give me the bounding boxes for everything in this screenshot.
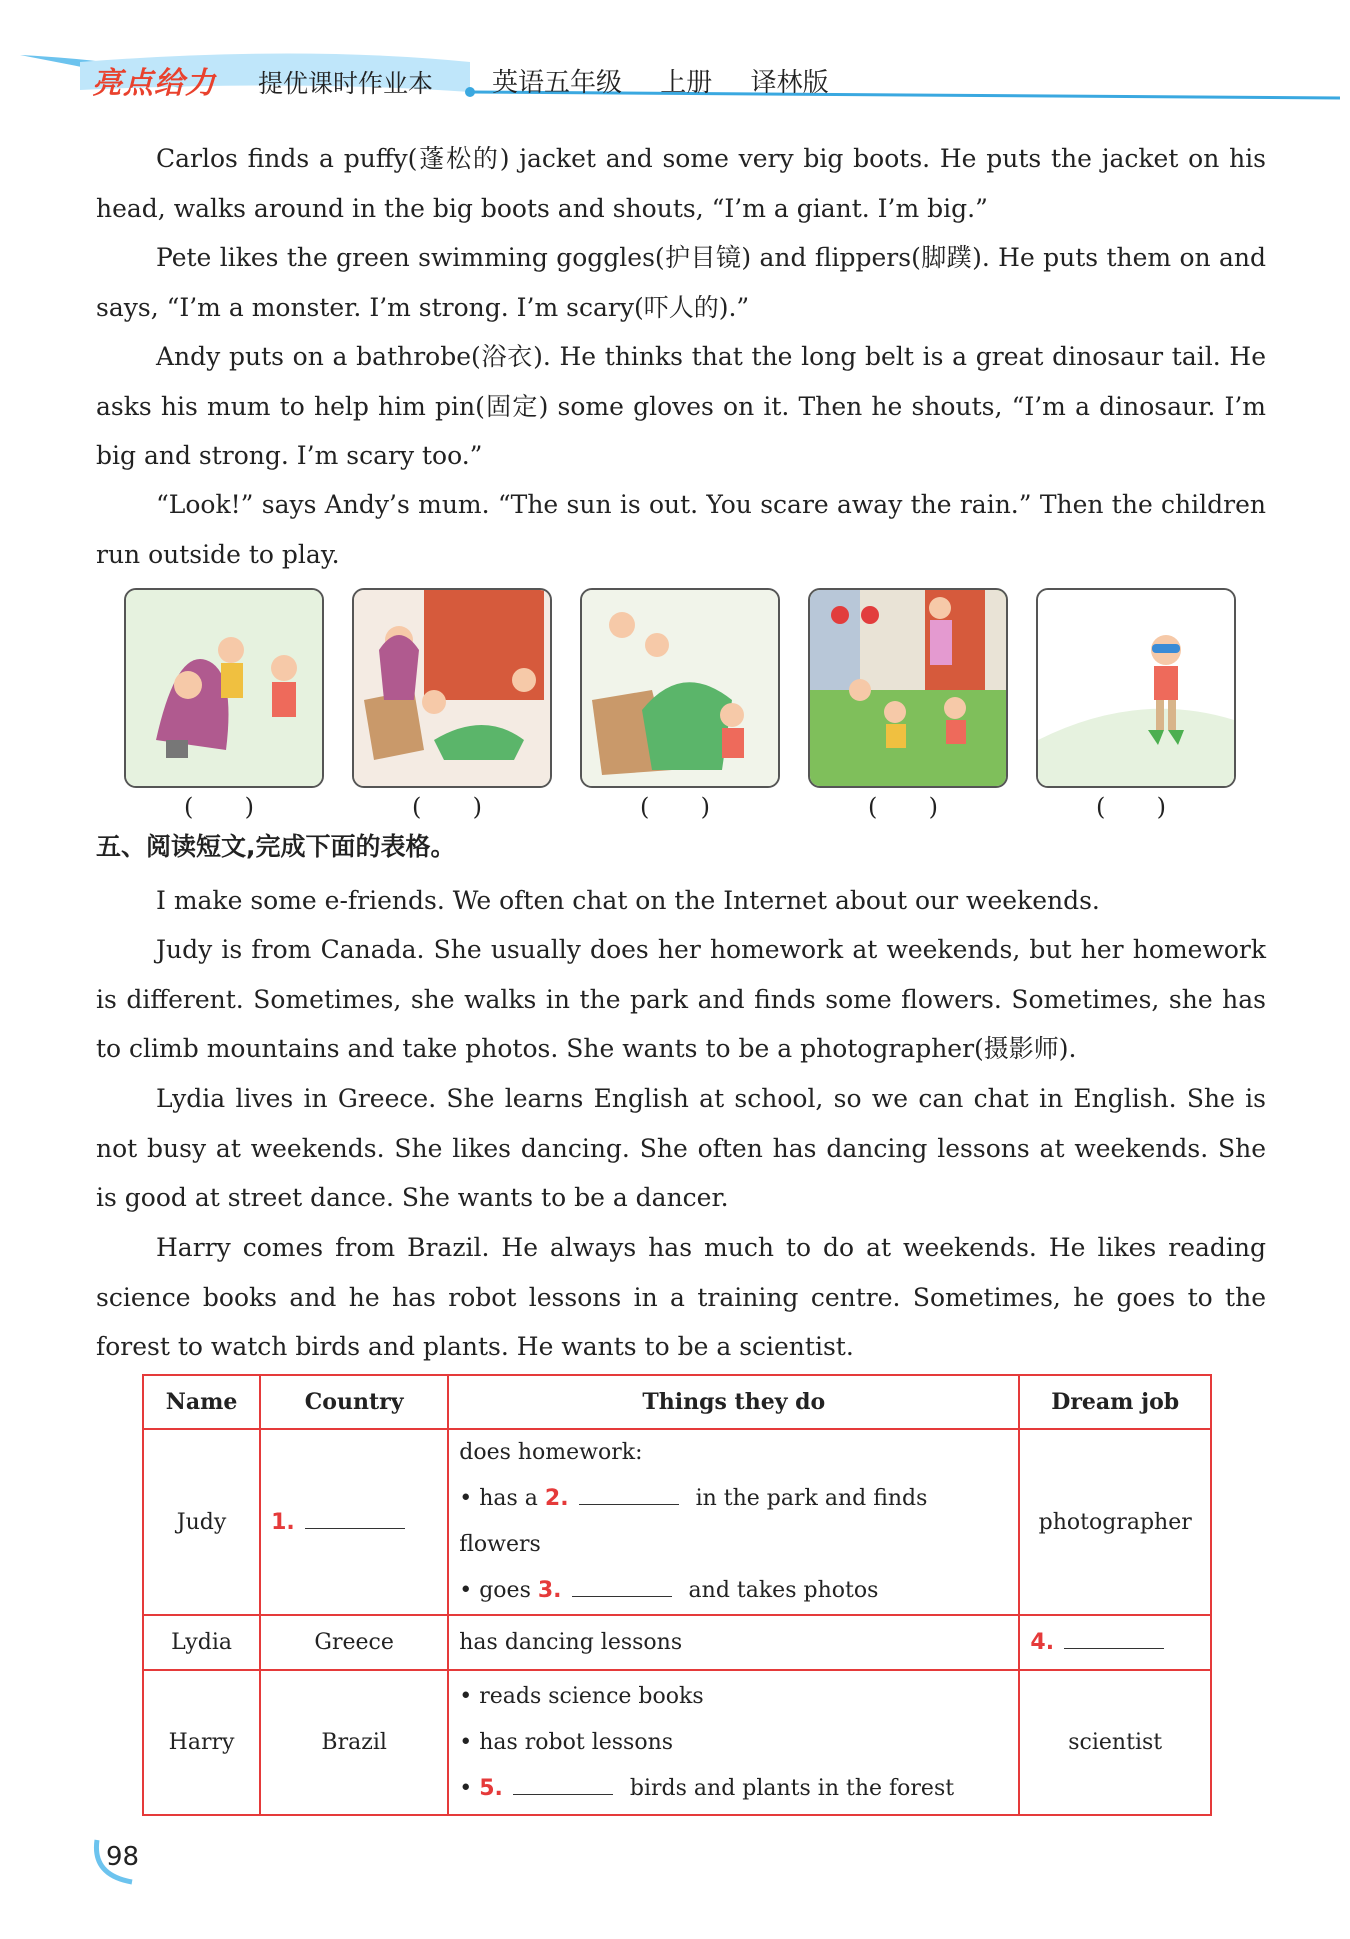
monster-costume-illustration bbox=[582, 590, 778, 786]
question-number: 5. bbox=[479, 1775, 503, 1801]
dream-job-cell bbox=[1019, 1615, 1211, 1670]
story-picture bbox=[580, 588, 780, 788]
story-picture bbox=[1036, 588, 1236, 788]
story-paragraph: “Look!” says Andy’s mum. “The sun is out. You scare away the rain.” Then the children run outside to play. bbox=[96, 490, 1266, 569]
table-row bbox=[143, 1615, 1211, 1670]
answer-blank[interactable] bbox=[513, 1776, 613, 1795]
column-header-country: Country bbox=[260, 1375, 448, 1429]
book-info bbox=[492, 62, 859, 99]
country-cell: Brazil bbox=[260, 1670, 448, 1815]
reading-paragraph: Judy is from Canada. She usually does her homework at weekends, but her homework is different. Sometimes, she walks in the park and finds some flowers. Sometimes, she has to climb mountains and take photos. She wants to be a photographer(摄影师). bbox=[96, 935, 1266, 1063]
answer-blank[interactable] bbox=[1064, 1630, 1164, 1649]
reading-paragraph: I make some e-friends. We often chat on the Internet about our weekends. bbox=[156, 886, 1100, 915]
things-line: • goes 3. and takes photos bbox=[459, 1578, 879, 1603]
story-paragraph: Carlos finds a puffy(蓬松的) jacket and some very big boots. He puts the jacket on his head, walks around in the big boots and shouts, “I’m a giant. I’m big.” bbox=[96, 144, 1266, 223]
answer-blank[interactable] bbox=[579, 1486, 679, 1505]
children-costume-illustration bbox=[126, 590, 322, 786]
question-number: 3. bbox=[537, 1578, 562, 1603]
column-header-dream-job: Dream job bbox=[1019, 1375, 1211, 1429]
question-number: 1. bbox=[271, 1509, 295, 1535]
story-paragraph: Andy puts on a bathrobe(浴衣). He thinks that the long belt is a great dinosaur tail. He asks his mum to help him pin(固定) some gloves on it. Then he shouts, “I’m a dinosaur. I’m big and strong. I’m scary too.” bbox=[96, 342, 1266, 470]
picture-row bbox=[124, 588, 1244, 821]
story-picture bbox=[808, 588, 1008, 788]
things-line: does homework: bbox=[459, 1440, 643, 1465]
answer-bracket[interactable]: ( ) bbox=[640, 793, 710, 821]
boy-goggles-flippers-illustration bbox=[1038, 590, 1234, 786]
question-number: 4. bbox=[1030, 1630, 1055, 1655]
things-line: • reads science books bbox=[459, 1683, 704, 1709]
page-number: 98 bbox=[106, 1842, 140, 1872]
answer-bracket[interactable]: ( ) bbox=[412, 793, 482, 821]
name-cell: Lydia bbox=[143, 1615, 260, 1670]
edition-label: 译林版 bbox=[750, 68, 829, 98]
answer-bracket[interactable]: ( ) bbox=[868, 793, 938, 821]
things-cell bbox=[448, 1670, 1019, 1815]
story-picture bbox=[352, 588, 552, 788]
reading-paragraph: Lydia lives in Greece. She learns English at school, so we can chat in English. She is not busy at weekends. She likes dancing. She often has dancing lessons at weekends. She is good at street dance. She wants to be a dancer. bbox=[96, 1084, 1266, 1212]
page-header bbox=[0, 0, 1350, 110]
children-outside-illustration bbox=[810, 590, 1006, 786]
answer-bracket[interactable]: ( ) bbox=[1096, 793, 1166, 821]
story-paragraph: Pete likes the green swimming goggles(护目镜) and flippers(脚蹼). He puts them on and says, “I’m a monster. I’m strong. I’m scary(吓人的).” bbox=[96, 243, 1266, 322]
grade-label: 英语五年级 bbox=[492, 68, 623, 98]
country-cell bbox=[260, 1429, 448, 1615]
brand-subtitle: 提优课时作业本 bbox=[258, 69, 434, 98]
country-cell: Greece bbox=[260, 1615, 448, 1670]
answer-table bbox=[142, 1374, 1212, 1816]
answer-bracket[interactable]: ( ) bbox=[184, 793, 254, 821]
things-cell: has dancing lessons bbox=[448, 1615, 1019, 1670]
section-title: 五、阅读短文,完成下面的表格。 bbox=[96, 832, 456, 861]
reading-paragraph: Harry comes from Brazil. He always has much to do at weekends. He likes reading science books and he has robot lessons in a training centre. Sometimes, he goes to the forest to watch birds and plants. He wants to be a scientist. bbox=[96, 1233, 1266, 1361]
column-header-things: Things they do bbox=[448, 1375, 1019, 1429]
volume-label: 上册 bbox=[660, 68, 713, 98]
column-header-name: Name bbox=[143, 1375, 260, 1429]
question-number: 2. bbox=[544, 1486, 569, 1511]
dream-job-cell: photographer bbox=[1019, 1429, 1211, 1615]
things-cell bbox=[448, 1429, 1019, 1615]
dream-job-cell: scientist bbox=[1019, 1670, 1211, 1815]
name-cell: Judy bbox=[143, 1429, 260, 1615]
table-header-row bbox=[143, 1375, 1211, 1429]
things-line: • has robot lessons bbox=[459, 1729, 674, 1755]
things-line: • 5. birds and plants in the forest bbox=[459, 1775, 955, 1801]
answer-blank[interactable] bbox=[572, 1578, 672, 1597]
brand-logo-text: 亮点给力 bbox=[92, 66, 216, 101]
dinosaur-costume-illustration bbox=[354, 590, 550, 786]
answer-blank[interactable] bbox=[305, 1510, 405, 1529]
things-line: • has a 2. in the park and finds flowers bbox=[459, 1486, 928, 1557]
table-row bbox=[143, 1670, 1211, 1815]
table-row bbox=[143, 1429, 1211, 1615]
story-picture bbox=[124, 588, 324, 788]
name-cell: Harry bbox=[143, 1670, 260, 1815]
